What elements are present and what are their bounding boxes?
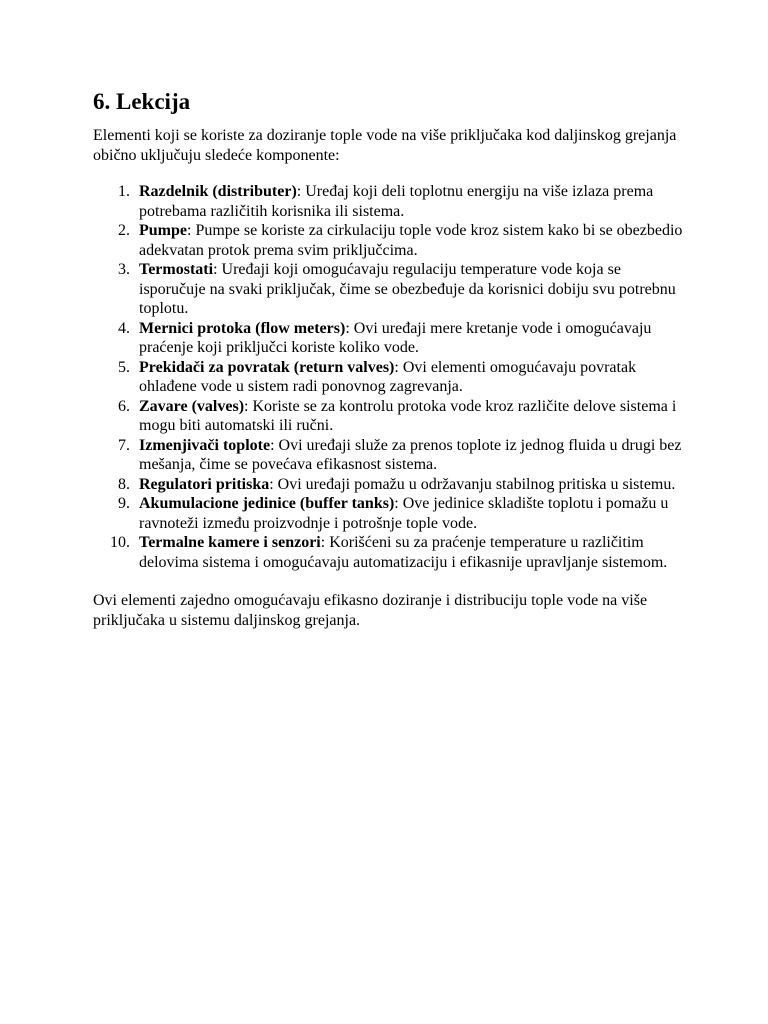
list-item [93,221,683,260]
item-number: 6. [118,397,130,415]
list-item [93,475,683,495]
item-number: 2. [118,222,130,239]
item-description: : Pumpe se koriste za cirkulaciju tople vode kroz sistem kako bi se obezbedio adekvatan protok prema svim priključcima. [139,222,683,259]
item-term: Prekidači za povratak (return valves) [139,358,395,376]
item-description: : Ove jedinice skladište toplotu i pomažu u ravnoteži između proizvodnje i potrošnje tople vode. [139,495,669,532]
item-number: 7. [118,436,130,454]
item-number: 10. [110,534,130,551]
list-item [93,260,683,319]
item-term: Termostati [139,261,214,278]
item-term: Termalne kamere i senzori [139,534,321,551]
item-term: Akumulacione jedinice (buffer tanks) [139,495,395,512]
components-list [93,182,683,572]
item-number: 9. [118,495,130,512]
list-item [93,319,683,358]
item-number: 1. [118,183,130,200]
item-description: : Koriste se za kontrolu protoka vode kroz različite delove sistema i mogu biti automatski ili ručni. [139,397,677,434]
item-term: Zavare (valves) [139,397,245,415]
item-number: 4. [118,319,130,337]
list-item [93,182,683,221]
document-page [93,86,683,630]
item-description: : Ovi uređaji mere kretanje vode i omogućavaju praćenje koji priključci koriste koliko vode. [139,319,652,356]
list-item [93,397,683,436]
item-term: Regulatori pritiska [139,475,270,493]
item-description: : Uređaji koji omogućavaju regulaciju temperature vode koja se isporučuje na svaki priključak, čime se obezbeđuje da korisnici dobiju svu potrebnu toplotu. [139,261,676,317]
list-item [93,494,683,533]
item-number: 3. [118,261,130,278]
item-term: Izmenjivači toplote [139,436,271,454]
item-term: Razdelnik (distributer) [139,183,297,200]
intro-paragraph: Elementi koji se koriste za doziranje tople vode na više priključaka kod daljinskog grejanja obično uključuju sledeće komponente: [93,127,677,164]
item-number: 8. [118,475,130,493]
lesson-title: 6. Lekcija [93,89,191,114]
item-description: : Ovi uređaji služe za prenos toplote iz jednog fluida u drugi bez mešanja, čime se povećava efikasnost sistema. [139,436,682,473]
list-item [93,358,683,397]
item-description: : Ovi elementi omogućavaju povratak ohlađene vode u sistem radi ponovnog zagrevanja. [139,358,637,395]
item-description: : Uređaj koji deli toplotnu energiju na više izlaza prema potrebama različitih korisnika ili sistema. [139,183,654,220]
item-description: : Korišćeni su za praćenje temperature u različitim delovima sistema i omogućavaju automatizaciju i efikasnije upravljanje sistemom. [139,534,668,571]
item-term: Pumpe [139,222,187,239]
item-description: : Ovi uređaji pomažu u održavanju stabilnog pritiska u sistemu. [269,475,676,493]
conclusion-paragraph: Ovi elementi zajedno omogućavaju efikasno doziranje i distribuciju tople vode na više priključaka u sistemu daljinskog grejanja. [93,592,648,629]
list-item [93,436,683,475]
item-term: Mernici protoka (flow meters) [139,319,346,337]
item-number: 5. [118,358,130,376]
list-item [93,533,683,572]
